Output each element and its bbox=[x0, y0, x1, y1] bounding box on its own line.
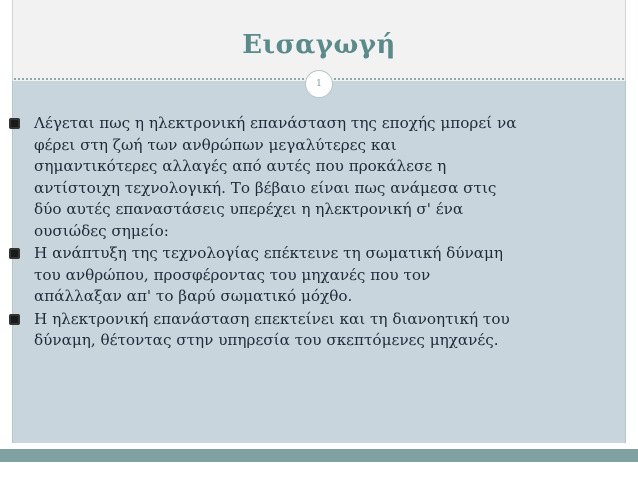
bullet-line: απάλλαξαν απ' το βαρύ σωματικό μόχθο. bbox=[34, 287, 353, 305]
footer-bar bbox=[0, 449, 638, 462]
bullet-list bbox=[2, 113, 632, 353]
bullet-item bbox=[2, 243, 632, 308]
slide-title: Εισαγωγή bbox=[242, 30, 396, 60]
bullet-line: δύναμη, θέτοντας στην υπηρεσία του σκεπτόμενες μηχανές. bbox=[34, 331, 499, 349]
bullet-square-icon bbox=[9, 248, 20, 259]
bullet-line: ουσιώδες σημείο: bbox=[34, 221, 169, 240]
page-number-badge: 1 bbox=[305, 70, 333, 98]
bullet-square-icon bbox=[9, 314, 20, 325]
bullet-line: δύο αυτές επαναστάσεις υπερέχει η ηλεκτρονική σ' ένα bbox=[34, 200, 464, 218]
bullet-line: Λέγεται πως η ηλεκτρονική επανάσταση της εποχής μπορεί να bbox=[34, 114, 517, 132]
bullet-line: του ανθρώπου, προσφέροντας του μηχανές που τον bbox=[34, 265, 431, 284]
bullet-line: αντίστοιχη τεχνολογική. Το βέβαιο είναι πως ανάμεσα στις bbox=[34, 178, 497, 197]
bullet-item bbox=[2, 309, 632, 352]
bullet-item bbox=[2, 113, 632, 242]
bullet-line: σημαντικότερες αλλαγές από αυτές που προκάλεσε η bbox=[34, 157, 447, 175]
bullet-square-icon bbox=[9, 118, 20, 129]
bullet-line: φέρει στη ζωή των ανθρώπων μεγαλύτερες και bbox=[34, 135, 397, 154]
bullet-line: Η ηλεκτρονική επανάσταση επεκτείνει και τη διανοητική του bbox=[34, 309, 510, 328]
bullet-line: Η ανάπτυξη της τεχνολογίας επέκτεινε τη σωματική δύναμη bbox=[34, 244, 503, 262]
